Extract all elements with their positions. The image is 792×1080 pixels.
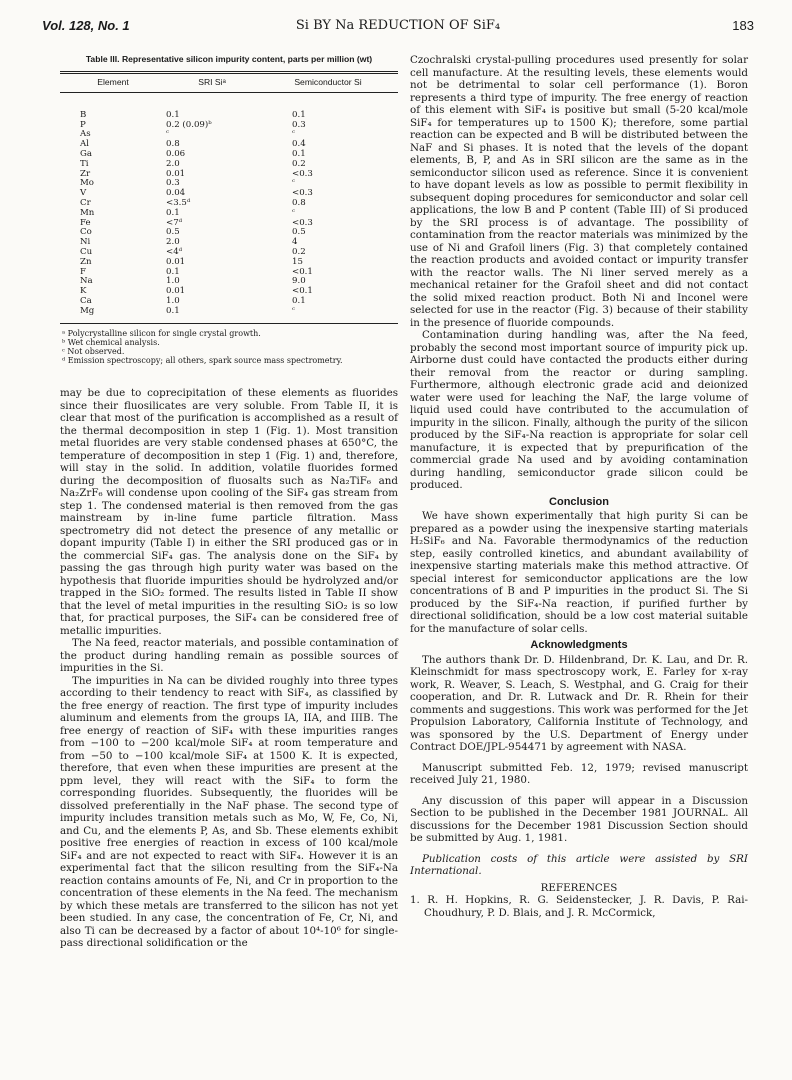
table-header-row [60, 73, 398, 93]
col-header-element: Element [60, 73, 166, 93]
cell-semiconductor: 4 [292, 237, 298, 248]
cell-semiconductor: <0.3 [292, 168, 313, 179]
cell-element: Al [80, 139, 89, 150]
col-header-semiconductor: Semiconductor Si [258, 73, 398, 93]
cell-sri: 0.01 [166, 286, 186, 297]
cell-element: Mn [80, 207, 95, 218]
table-row [60, 219, 398, 229]
table-row [60, 130, 398, 140]
cell-element: Co [80, 227, 92, 238]
cell-semiconductor: ᶜ [292, 178, 295, 189]
cell-sri: ᶜ [166, 129, 169, 140]
cell-sri: <3.5ᵈ [166, 197, 191, 208]
table-row [60, 179, 398, 189]
impurity-table [60, 71, 398, 324]
conclusion-heading: Conclusion [549, 495, 609, 508]
cell-sri: 0.1 [166, 266, 180, 277]
cell-element: Na [80, 276, 93, 287]
table-row [60, 228, 398, 238]
table-caption: Table III. Representative silicon impurity content, parts per million (wt) [85, 54, 373, 64]
right-column [410, 54, 748, 919]
cell-semiconductor: 0.1 [292, 109, 306, 120]
table-row [60, 238, 398, 248]
cell-sri: 0.8 [166, 139, 180, 150]
cell-element: Mg [60, 307, 166, 323]
cell-semiconductor: 0.1 [292, 295, 306, 306]
body-paragraph: The Na feed, reactor materials, and possible contamination of the product during handling remain as possible sources of impurities in the Si. [60, 637, 398, 675]
table-row [60, 209, 398, 219]
cell-semiconductor: ᶜ [292, 129, 295, 140]
footnote: ᵃ Polycrystalline silicon for single crystal growth. [62, 328, 261, 338]
publication-note: Publication costs of this article were assisted by SRI International. [410, 852, 748, 877]
cell-semiconductor: <0.3 [292, 217, 313, 228]
cell-element: B [80, 109, 87, 120]
cell-sri: 1.0 [166, 276, 180, 287]
cell-semiconductor: 0.2 [292, 158, 306, 169]
body-paragraph: Contamination during handling was, after the Na feed, probably the second most important source of impurity pick up. Airborne dust could have contacted the products either during their removal from the reactor or during sampling. Furthermore, although electronic grade acid and deionized water were used for leaching the NaF, the large volume of liquid used could have contributed to the accumulation of impurity in the silicon. Finally, although the purity of the silicon produced by the SiF₄-Na reaction is appropriate for solar cell manufacture, it is expected that by prepurification of the commercial grade Na used and by avoiding contamination during handling, semiconductor grade silicon could be produced. [410, 329, 748, 491]
page-number: 183 [732, 18, 754, 33]
table-row [60, 170, 398, 180]
table-row [60, 140, 398, 150]
cell-element: F [80, 266, 86, 277]
table-row [60, 189, 398, 199]
reference-item: 1. R. H. Hopkins, R. G. Seidenstecker, J. R. Davis, P. Rai-Choudhury, P. D. Blais, and J. R. McCormick, [410, 894, 748, 919]
body-paragraph: Czochralski crystal-pulling procedures used presently for solar cell manufacture. At the resulting levels, these elements would not be detrimental to solar cell performance (1). Boron represents a third type of impurity. The free energy of reaction of this element with SiF₄ is positive but small (5-20 kcal/mole SiF₄ for temperatures up to 1500 K); therefore, some partial reaction can be expected and B will be distributed between the NaF and Si phases. It is noted that the levels of the dopant elements, B, P, and As in SRI silicon are the same as in the semiconductor silicon used as reference. Since it is convenient to have dopant levels as low as possible to permit flexibility in subsequent doping procedures for semiconductor and solar cell applications, the low B and P content (Table III) of Si produced by the SRI process is of advantage. The possibility of contamination from the reactor materials was minimized by the use of Ni and Grafoil liners (Fig. 3) that completely contained the reaction products and avoided contact or impurity transfer with the reactor walls. The Ni liner served merely as a mechanical retainer for the Grafoil sheet and did not contact the solid mixed reaction product. Both Ni and Inconel were selected for use in the reactor (Fig. 3) because of their stability in the presence of fluoride compounds. [410, 54, 748, 329]
cell-semiconductor: 0.5 [292, 227, 306, 238]
cell-element: Fe [80, 217, 91, 228]
cell-element: Cr [80, 197, 91, 208]
cell-sri: 0.5 [166, 227, 180, 238]
table-row [60, 307, 398, 323]
body-paragraph: The impurities in Na can be divided roughly into three types according to their tendency to react with SiF₄, as classified by the free energy of reaction. The first type of impurity includes aluminum and elements from the groups IA, IIA, and IIIB. The free energy of reaction of SiF₄ with these impurities ranges from −100 to −200 kcal/mole SiF₄ at room temperature and from −50 to −100 kcal/mole SiF₄ at 1500 K. It is expected, therefore, that even when these impurities are present at the ppm level, they will react with the SiF₄ to form the corresponding fluorides. Subsequently, the fluorides will be dissolved preferentially in the NaF phase. The second type of impurity includes transition metals such as Mo, W, Fe, Co, Ni, and Cu, and the elements P, As, and Sb. These elements exhibit positive free energies of reaction in excess of 100 kcal/mole SiF₄ and are not expected to react with SiF₄. However it is an experimental fact that the silicon resulting from the SiF₄-Na reaction contains amounts of Fe, Ni, and Cr in proportion to the concentration of these elements in the Na feed. The mechanism by which these metals are transferred to the silicon has not yet been studied. In any case, the concentration of Fe, Cr, Ni, and also Ti can be decreased by a factor of about 10⁴-10⁶ for single-pass directional solidification or the [60, 674, 398, 950]
cell-sri: 0.01 [166, 256, 186, 267]
cell-sri: 0.04 [166, 188, 186, 199]
table-row [60, 277, 398, 287]
cell-semiconductor: 15 [292, 256, 303, 267]
cell-semiconductor: ᶜ [258, 307, 398, 323]
cell-semiconductor: <0.3 [292, 188, 313, 199]
cell-element: Ti [80, 158, 89, 169]
cell-semiconductor: 0.8 [292, 197, 306, 208]
cell-element: Ca [80, 295, 92, 306]
cell-element: Zr [80, 168, 91, 179]
discussion-note: Any discussion of this paper will appear in a Discussion Section to be published in the December 1981 JOURNAL. All discussions for the December 1981 Discussion Section should be submitted by Aug. 1, 1981. [410, 794, 748, 844]
cell-sri: 0.1 [166, 307, 258, 323]
cell-sri: 0.3 [166, 178, 180, 189]
table-row [60, 248, 398, 258]
left-column [60, 54, 398, 950]
cell-element: K [80, 286, 87, 297]
cell-element: Zn [80, 256, 92, 267]
manuscript-note: Manuscript submitted Feb. 12, 1979; revised manuscript received July 21, 1980. [410, 761, 748, 786]
conclusion-text: We have shown experimentally that high purity Si can be prepared as a powder using the inexpensive starting materials H₂SiF₆ and Na. Favorable thermodynamics of the reduction step, easily controlled kinetics, and abundant availability of inexpensive starting materials make this method attractive. Of special interest for semiconductor applications are the low concentrations of B and P impurities in the product Si. The Si produced by the SiF₄-Na reaction, if purified further by directional solidification, should be a low cost material suitable for the manufacture of solar cells. [410, 510, 748, 635]
table-row [60, 150, 398, 160]
acknowledgments-heading: Acknowledgments [530, 639, 628, 651]
cell-semiconductor: 0.1 [292, 148, 306, 159]
cell-semiconductor: 0.4 [292, 139, 306, 150]
running-header [42, 18, 754, 40]
body-paragraph: may be due to coprecipitation of these elements as fluorides since their fluosilicates are very soluble. From Table II, it is clear that most of the purification is accomplished as a result of the thermal decomposition in step 1 (Fig. 1). Most transition metal fluorides are very stable condensed phases at 650°C, the temperature of decomposition in step 1 (Fig. 1) and, therefore, will stay in the solid. In addition, volatile fluorides formed during the decomposition of fluosalts such as Na₂TiF₆ and Na₂ZrF₆ will condense upon cooling of the SiF₄ gas stream from step 1. The condensed material is then removed from the gas mainstream by in-line fume particle filtration. Mass spectrometry did not detect the presence of any metallic or dopant impurity (Table I) in either the SRI produced gas or in the commercial SiF₄ gas. The analysis done on the SiF₄ by passing the gas through high purity water was based on the hypothesis that fluoride impurities should be hydrolyzed and/or trapped in the SiO₂ formed. The results listed in Table II show that the level of metal impurities in the resulting SiO₂ is so low that, for practical purposes, the SiF₄ can be considered free of metallic impurities. [60, 387, 398, 637]
table-row [60, 160, 398, 170]
table-footnotes [60, 329, 398, 366]
cell-sri: 1.0 [166, 295, 180, 306]
cell-sri: 0.2 (0.09)ᵇ [166, 119, 212, 130]
footnote: ᵈ Emission spectroscopy; all others, spark source mass spectrometry. [62, 356, 343, 366]
cell-semiconductor: 0.2 [292, 246, 306, 257]
table-row [60, 92, 398, 120]
cell-sri: 0.1 [166, 109, 180, 120]
references-heading: REFERENCES [540, 881, 618, 894]
cell-element: V [80, 188, 87, 199]
cell-element: Ga [80, 148, 92, 159]
cell-element: Ni [80, 237, 91, 248]
footnote: ᵇ Wet chemical analysis. [62, 337, 160, 347]
table-row [60, 287, 398, 297]
cell-sri: <4ᵈ [166, 246, 183, 257]
table-row [60, 268, 398, 278]
cell-semiconductor: <0.1 [292, 286, 313, 297]
cell-sri: 2.0 [166, 158, 180, 169]
table-row [60, 121, 398, 131]
cell-sri: <7ᵈ [166, 217, 183, 228]
cell-element: Mo [80, 178, 94, 189]
cell-semiconductor: 9.0 [292, 276, 306, 287]
footnote: ᶜ Not observed. [62, 346, 125, 356]
cell-element: Cu [80, 246, 93, 257]
table-row [60, 297, 398, 307]
table-row [60, 258, 398, 268]
cell-element: P [80, 119, 86, 130]
cell-sri: 2.0 [166, 237, 180, 248]
cell-element: As [80, 129, 91, 140]
running-title: Si BY Na REDUCTION OF SiF₄ [295, 18, 501, 33]
cell-semiconductor: 0.3 [292, 119, 306, 130]
cell-sri: 0.06 [166, 148, 186, 159]
cell-semiconductor: <0.1 [292, 266, 313, 277]
cell-sri: 0.01 [166, 168, 186, 179]
table-row [60, 199, 398, 209]
journal-volume: Vol. 128, No. 1 [42, 18, 130, 33]
cell-sri: 0.1 [166, 207, 180, 218]
acknowledgments-text: The authors thank Dr. D. Hildenbrand, Dr. K. Lau, and Dr. R. Kleinschmidt for mass spectroscopy work, E. Farley for x-ray work, R. Weaver, S. Leach, S. Westphal, and G. Craig for their cooperation, and Dr. R. Lutwack and Dr. R. Rhein for their comments and suggestions. This work was performed for the Jet Propulsion Laboratory, California Institute of Technology, and was sponsored by the U.S. Department of Energy under Contract DOE/JPL-954471 by agreement with NASA. [410, 653, 748, 753]
cell-semiconductor: ᶜ [292, 207, 295, 218]
col-header-sri: SRI Siᵃ [166, 73, 258, 93]
